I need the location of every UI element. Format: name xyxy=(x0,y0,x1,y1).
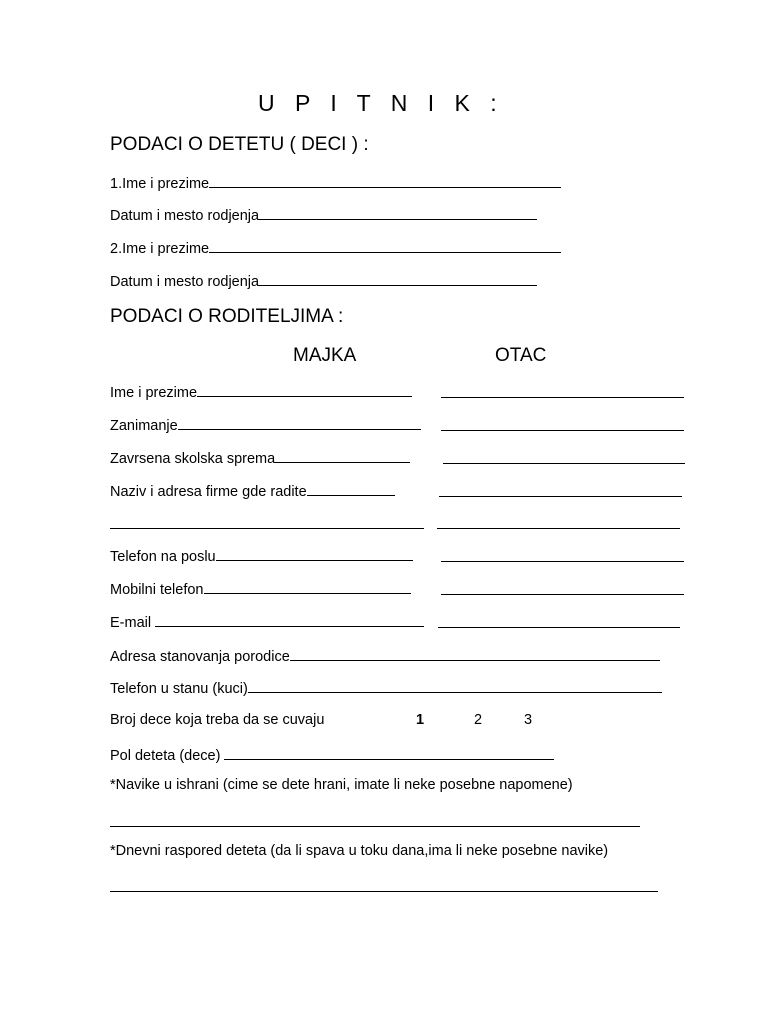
section-child-heading: PODACI O DETETU ( DECI ) : xyxy=(110,134,369,155)
child-gender-row xyxy=(110,745,554,764)
column-mother-heading: MAJKA xyxy=(293,345,357,366)
parent-mobile-row xyxy=(110,579,411,598)
father-education-field[interactable] xyxy=(443,463,685,464)
parent-work-phone-row xyxy=(110,546,413,565)
section-parents-heading: PODACI O RODITELJIMA : xyxy=(110,306,344,327)
father-company-field[interactable] xyxy=(439,496,682,497)
child2-birth-label: Datum i mesto rodjenja xyxy=(110,274,260,290)
child1-birth-label: Datum i mesto rodjenja xyxy=(110,208,260,224)
parent-email-label: E-mail xyxy=(110,615,152,631)
child1-name-label: 1.Ime i prezime xyxy=(110,176,210,192)
home-phone-row xyxy=(110,678,662,697)
child2-birth-row xyxy=(110,271,537,290)
eating-habits-label: *Navike u ishrani (cime se dete hrani, imate li neke posebne napomene) xyxy=(110,777,573,793)
mother-mobile-field[interactable] xyxy=(204,579,411,594)
father-company-extra-field[interactable] xyxy=(437,528,680,529)
children-count-option-1[interactable]: 1 xyxy=(416,712,425,728)
parent-name-label: Ime i prezime xyxy=(110,385,198,401)
parent-company-label: Naziv i adresa firme gde radite xyxy=(110,484,307,500)
child-gender-label: Pol deteta (dece) xyxy=(110,748,221,764)
home-phone-label: Telefon u stanu (kuci) xyxy=(110,681,248,697)
father-mobile-field[interactable] xyxy=(441,594,684,595)
mother-email-field[interactable] xyxy=(155,612,424,627)
parent-occupation-label: Zanimanje xyxy=(110,418,178,434)
parent-company-row xyxy=(110,481,395,500)
children-count-option-2[interactable]: 2 xyxy=(474,712,483,728)
child1-name-field[interactable] xyxy=(209,173,561,188)
child1-name-row xyxy=(110,173,561,192)
father-name-field[interactable] xyxy=(441,397,684,398)
parent-name-row xyxy=(110,382,412,401)
child1-birth-field[interactable] xyxy=(259,205,537,220)
daily-schedule-field[interactable] xyxy=(110,891,658,892)
children-count-option-3[interactable]: 3 xyxy=(524,712,533,728)
mother-education-field[interactable] xyxy=(275,448,410,463)
eating-habits-field[interactable] xyxy=(110,826,640,827)
child2-birth-field[interactable] xyxy=(259,271,537,286)
father-email-field[interactable] xyxy=(438,627,680,628)
child2-name-row xyxy=(110,238,561,257)
mother-company-extra-field[interactable] xyxy=(110,528,424,529)
mother-company-field[interactable] xyxy=(307,481,395,496)
children-count-label: Broj dece koja treba da se cuvaju xyxy=(110,712,325,728)
parent-occupation-row xyxy=(110,415,421,434)
father-occupation-field[interactable] xyxy=(441,430,684,431)
family-address-label: Adresa stanovanja porodice xyxy=(110,649,290,665)
mother-work-phone-field[interactable] xyxy=(216,546,413,561)
parent-education-label: Zavrsena skolska sprema xyxy=(110,451,276,467)
mother-occupation-field[interactable] xyxy=(178,415,421,430)
child-gender-field[interactable] xyxy=(224,745,554,760)
family-address-row xyxy=(110,646,660,665)
child2-name-label: 2.Ime i prezime xyxy=(110,241,210,257)
parent-education-row xyxy=(110,448,410,467)
family-address-field[interactable] xyxy=(290,646,660,661)
form-title: U P I T N I K : xyxy=(258,90,504,116)
child1-birth-row xyxy=(110,205,537,224)
daily-schedule-label: *Dnevni raspored deteta (da li spava u toku dana,ima li neke posebne navike) xyxy=(110,843,609,859)
father-work-phone-field[interactable] xyxy=(441,561,684,562)
column-father-heading: OTAC xyxy=(495,345,547,366)
home-phone-field[interactable] xyxy=(248,678,662,693)
parent-email-row xyxy=(110,612,424,631)
parent-work-phone-label: Telefon na poslu xyxy=(110,549,216,565)
child2-name-field[interactable] xyxy=(209,238,561,253)
mother-name-field[interactable] xyxy=(197,382,412,397)
parent-mobile-label: Mobilni telefon xyxy=(110,582,204,598)
